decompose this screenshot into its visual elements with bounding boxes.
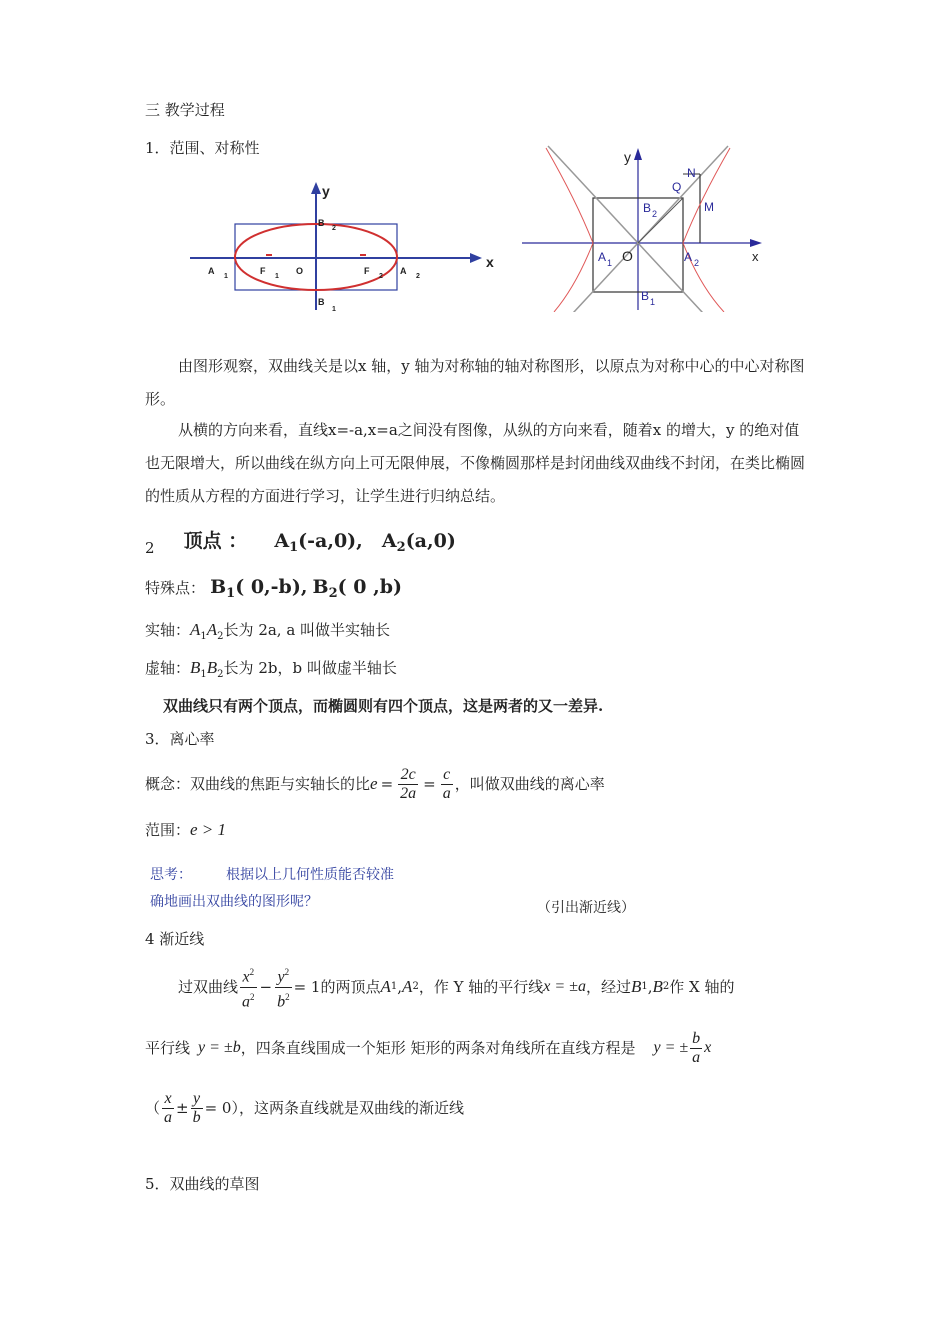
svg-text:1: 1: [332, 306, 336, 313]
hyperbola-x-label: x: [752, 249, 759, 264]
asymptote-line-1: 过双曲线 $\frac{x^2}{a^2}$ − $\frac{y^2}{b^2}$ = 1 的两顶点 A 1 , A 2 ，作 Y 轴的平行线 x = ±a ，经过 B 1 , B 2 作 X 轴的: [178, 962, 735, 1012]
think-question-1: 根据以上几何性质能否较准: [226, 867, 394, 883]
ellipse-b1-label: B: [318, 297, 325, 307]
heading-range-symmetry: 1．范围、对称性: [145, 139, 260, 157]
svg-text:1: 1: [650, 297, 656, 307]
heading-eccentricity: 3．离心率: [145, 730, 215, 748]
asymptote-line-2: 平行线 y = ±b ，四条直线围成一个矩形 矩形的两条对角线所在直线方程是 y = ± $\frac{b}{a}$ x: [145, 1029, 712, 1066]
hyperbola-b1-label: B: [641, 289, 650, 303]
asymptote-line-3: （ $\frac{x}{a}$ ± $\frac{y}{b}$ = 0 ），这两条直线就是双曲线的渐近线: [145, 1089, 464, 1126]
svg-text:2: 2: [652, 209, 658, 219]
hyperbola-b2-label: B: [643, 201, 652, 215]
vertices-line: 2 顶点 ： $A_1(-a,0)$, $A_2(a,0)$: [145, 530, 456, 557]
ellipse-a2-label: A: [400, 266, 407, 276]
svg-text:2: 2: [694, 258, 700, 268]
paragraph-extension: 从横的方向来看，直线x=-a,x=a之间没有图像，从纵的方向来看，随着x 的增大，y 的绝对值也无限增大，所以曲线在纵方向上可无限伸展，不像椭圆那样是封闭曲线双曲线不封闭，在类比椭圆的性质从方程的方面进行学习，让学生进行归纳总结。: [145, 421, 806, 505]
ellipse-f1-label: F: [260, 266, 266, 276]
ellipse-f2-label: F: [364, 266, 370, 276]
point-m-label: M: [704, 200, 714, 214]
point-q-label: Q: [672, 180, 682, 194]
ellipse-origin-label: O: [296, 266, 304, 276]
ellipse-b2-label: B: [318, 218, 325, 228]
svg-text:2: 2: [379, 273, 383, 280]
eccentricity-concept: 概念：双曲线的焦距与实轴长的比 e = $\frac{2c}{2a}$ = $\frac{c}{a}$ ，叫做双曲线的离心率: [145, 765, 605, 802]
real-axis-line: 实轴：$A_1A_2$长为 2a, a 叫做半实轴长: [145, 620, 391, 642]
svg-text:2: 2: [332, 225, 336, 232]
hyperbola-origin-label: O: [622, 248, 633, 264]
hyperbola-y-label: y: [624, 149, 631, 165]
svg-text:1: 1: [607, 258, 613, 268]
think-hint: （引出渐近线）: [537, 900, 635, 916]
hyperbola-a2-label: A: [684, 250, 693, 264]
heading-asymptote: 4 渐近线: [145, 930, 205, 948]
ellipse-y-arrow: [311, 182, 321, 194]
hyperbola-left-branch: [546, 148, 593, 312]
paragraph-symmetry: 由图形观察，双曲线关是以x 轴，y 轴为对称轴的轴对称图形，以原点为对称中心的中心对称图形。: [145, 357, 805, 408]
special-points-line: 特殊点： $B_1$( 0,-b), $B_2$( 0 ,b): [145, 576, 402, 602]
ellipse-a1-label: A: [208, 266, 215, 276]
heading-sketch: 5．双曲线的草图: [145, 1175, 260, 1193]
point-n-label: N: [687, 166, 696, 180]
section-title: 三 教学过程: [145, 101, 225, 119]
ellipse-x-arrow: [470, 253, 482, 263]
imag-axis-line: 虚轴：$B_1B_2$长为 2b，b 叫做虚半轴长: [145, 658, 397, 680]
svg-text:1: 1: [224, 273, 228, 280]
svg-text:2: 2: [416, 273, 420, 280]
svg-text:1: 1: [275, 273, 279, 280]
hyperbola-figure: [518, 140, 768, 312]
think-label: 思考：: [150, 867, 192, 883]
hyperbola-a1-label: A: [598, 250, 607, 264]
ellipse-figure: [180, 178, 500, 318]
vertex-note: 双曲线只有两个顶点，而椭圆则有四个顶点，这是两者的又一差异.: [163, 697, 604, 715]
think-question-2: 确地画出双曲线的图形呢？: [150, 894, 318, 910]
ellipse-y-label: y: [322, 183, 330, 199]
ellipse-x-label: x: [486, 254, 494, 270]
eccentricity-range: 范围：e > 1: [145, 820, 227, 839]
